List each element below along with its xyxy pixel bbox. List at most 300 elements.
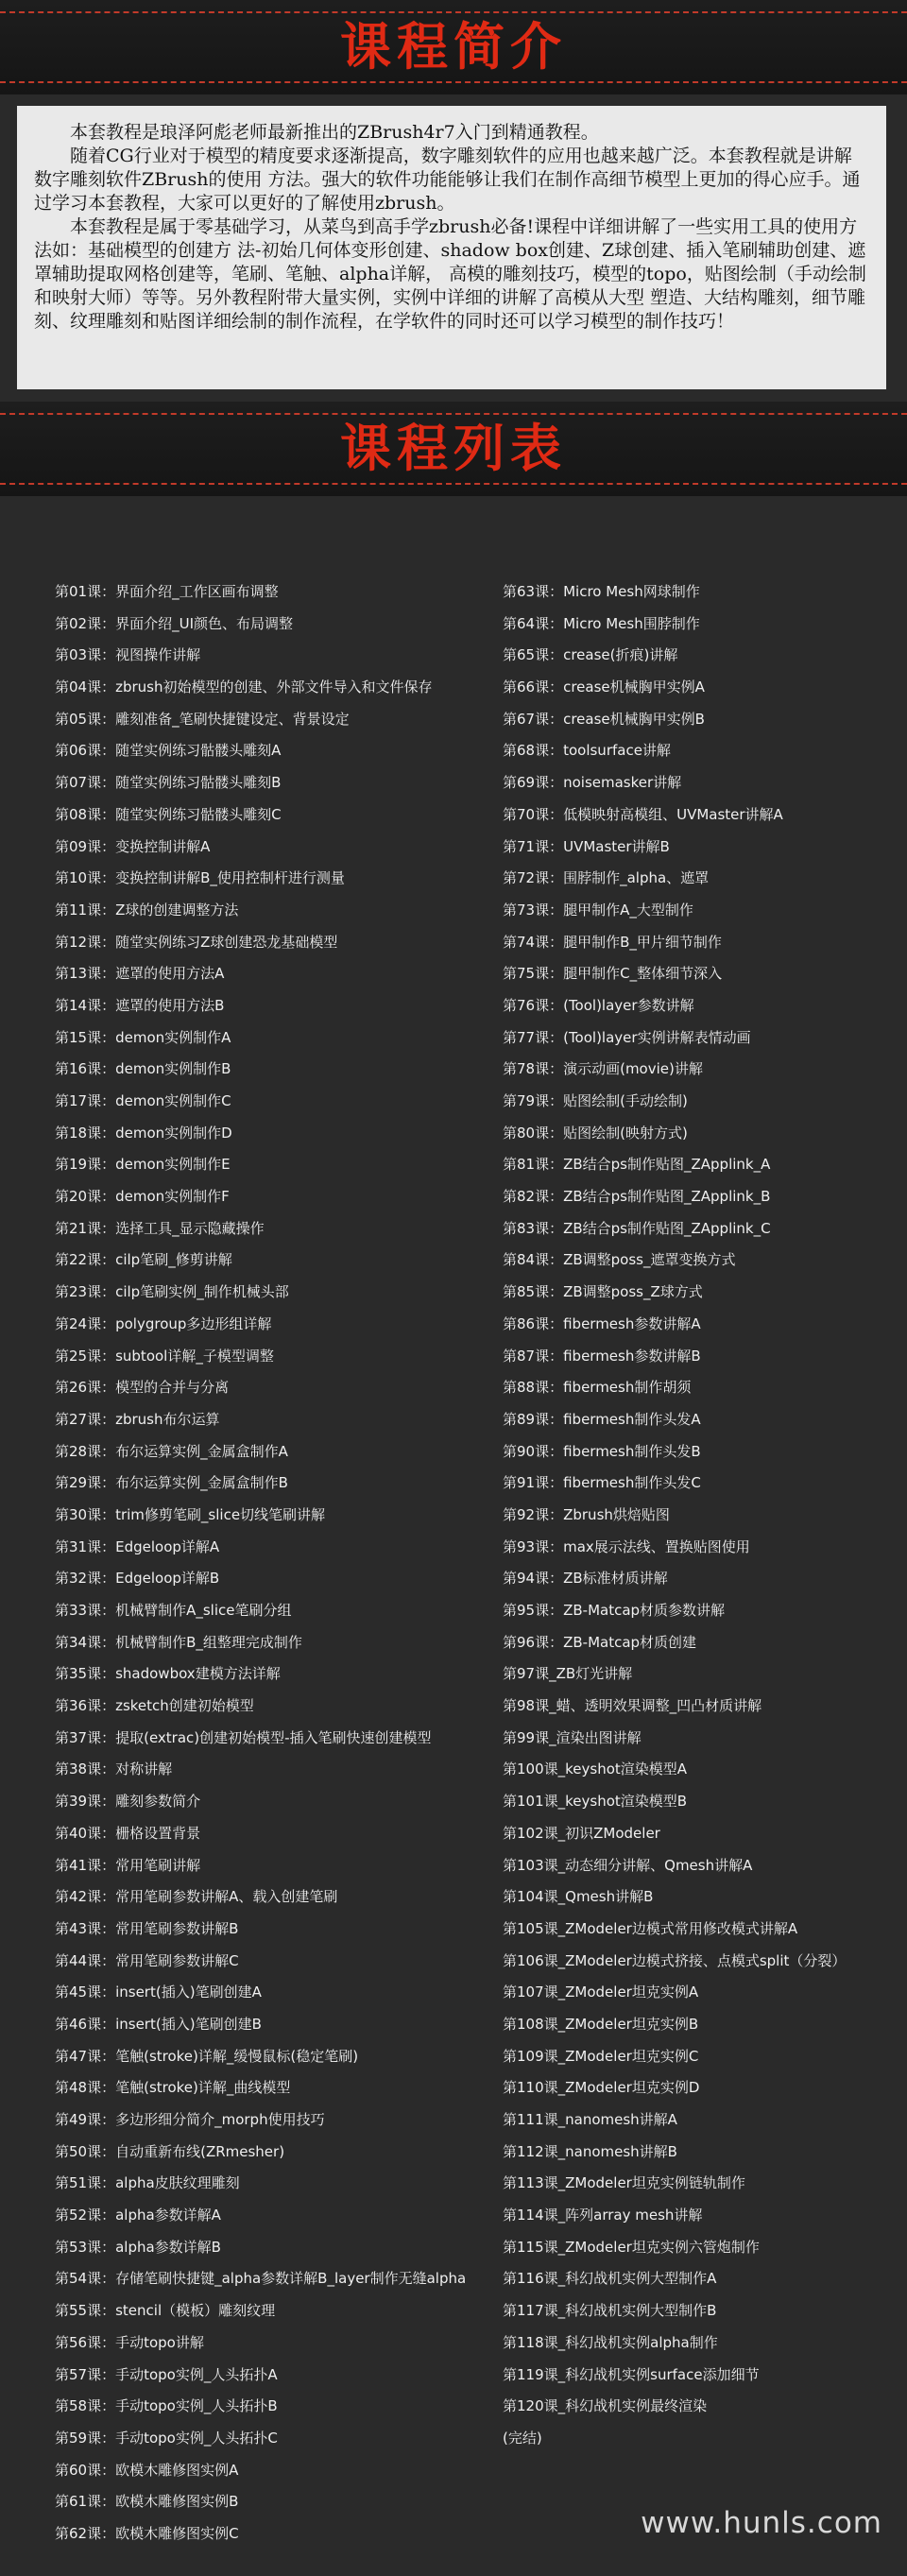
lesson-title: trim修剪笔刷_slice切线笔刷讲解 [115, 1505, 326, 1523]
lesson-title: zsketch创建初始模型 [115, 1697, 254, 1715]
lesson-title: demon实例制作A [115, 1028, 231, 1046]
lesson-item [503, 1532, 899, 1564]
lesson-item [55, 2518, 508, 2550]
lesson-title: Micro Mesh围脖制作 [563, 614, 700, 632]
lesson-title: stencil（模板）雕刻纹理 [115, 2302, 276, 2320]
lesson-item [503, 895, 899, 927]
lesson-number: 第106课 [503, 1951, 558, 1969]
lesson-title: 随堂实例练习骷髅头雕刻A [115, 742, 282, 760]
lesson-title: _初识ZModeler [557, 1824, 660, 1842]
lesson-title: (Tool)layer参数讲解 [563, 996, 694, 1014]
lesson-title: demon实例制作B [115, 1060, 231, 1078]
lesson-number: 第34课： [55, 1633, 116, 1651]
lesson-number: 第78课： [503, 1060, 564, 1078]
lesson-item [55, 1627, 508, 1659]
lesson-title: 欧模木雕修图实例A [115, 2461, 239, 2479]
lesson-item [55, 863, 508, 895]
lesson-number: 第111课 [503, 2111, 558, 2128]
lesson-title: 遮罩的使用方法B [115, 996, 225, 1014]
lesson-number: 第60课： [55, 2461, 116, 2479]
lesson-title: 对称讲解 [115, 1760, 173, 1778]
lesson-number: 第59课： [55, 2429, 116, 2447]
lesson-number: 第55课： [55, 2302, 116, 2320]
lesson-item [503, 672, 899, 704]
intro-text-box [17, 106, 886, 389]
lesson-number: 第44课： [55, 1951, 116, 1969]
lesson-item [503, 927, 899, 959]
lesson-item [503, 1468, 899, 1500]
lesson-title: 演示动画(movie)讲解 [563, 1060, 703, 1078]
lesson-number: 第82课： [503, 1188, 564, 1206]
lesson-title: alpha参数详解A [115, 2207, 221, 2224]
lesson-number: 第37课： [55, 1728, 116, 1746]
lesson-item [503, 2072, 899, 2104]
lesson-item [503, 2041, 899, 2073]
lesson-number: 第32课： [55, 1570, 116, 1588]
lesson-title: insert(插入)笔刷创建B [115, 2015, 262, 2033]
lesson-number: 第69课： [503, 774, 564, 792]
lesson-number: 第115课 [503, 2238, 558, 2256]
lesson-title: 布尔运算实例_金属盒制作A [115, 1442, 288, 1460]
lesson-number: 第08课： [55, 805, 116, 823]
lesson-number: 第12课： [55, 933, 116, 951]
lesson-title: fibermesh制作头发A [563, 1410, 701, 1428]
lesson-item [55, 1213, 508, 1245]
lesson-number: 第107课 [503, 1984, 558, 2001]
lesson-item [55, 1404, 508, 1436]
lesson-item [503, 2104, 899, 2137]
lesson-item [503, 1627, 899, 1659]
lesson-number: 第73课： [503, 901, 564, 919]
lesson-number: 第79课： [503, 1092, 564, 1109]
lesson-title: 变换控制讲解B_使用控制杆进行测量 [115, 869, 345, 887]
lesson-number: 第36课： [55, 1697, 116, 1715]
lesson-title: 模型的合并与分离 [115, 1379, 230, 1397]
lesson-number: 第17课： [55, 1092, 116, 1109]
lesson-title: _ZModeler坦克实例六管炮制作 [557, 2238, 760, 2256]
lesson-title: 机械臂制作A_slice笔刷分组 [115, 1602, 292, 1619]
lesson-number: 第20课： [55, 1188, 116, 1206]
lesson-title: Edgeloop详解A [115, 1537, 220, 1555]
lesson-number: 第13课： [55, 965, 116, 983]
lesson-number: 第109课 [503, 2047, 558, 2065]
lesson-number: 第91课： [503, 1474, 564, 1492]
lesson-item [55, 735, 508, 767]
lesson-title: _ZModeler坦克实例B [557, 2015, 699, 2033]
lesson-title: 常用笔刷讲解 [115, 1856, 201, 1874]
lesson-title: _渲染出图讲解 [549, 1728, 642, 1746]
lesson-number: 第39课： [55, 1793, 116, 1811]
lesson-number: 第77课： [503, 1028, 564, 1046]
lesson-title: 笔触(stroke)详解_曲线模型 [115, 2079, 291, 2097]
lesson-number: 第28课： [55, 1442, 116, 1460]
lesson-title: _ZModeler坦克实例D [557, 2079, 700, 2097]
lesson-item [55, 1245, 508, 1277]
lesson-title: _ZModeler边模式常用修改模式讲解A [557, 1919, 798, 1937]
lesson-title: demon实例制作D [115, 1124, 232, 1142]
lesson-title: 存储笔刷快捷键_alpha参数详解B_layer制作无缝alpha [115, 2270, 467, 2288]
lesson-number: 第45课： [55, 1984, 116, 2001]
lesson-item [55, 2041, 508, 2073]
lesson-number: 第53课： [55, 2238, 116, 2256]
lesson-title: 腿甲制作B_甲片细节制作 [563, 933, 722, 951]
lesson-item [55, 2104, 508, 2137]
lesson-title: _蜡、透明效果调整_凹凸材质讲解 [549, 1697, 762, 1715]
lesson-item [503, 1563, 899, 1595]
lesson-item [503, 1309, 899, 1341]
lesson-number: 第06课： [55, 742, 116, 760]
list-section-title: 课程列表 [340, 419, 567, 478]
lesson-number: 第62课： [55, 2524, 116, 2542]
lesson-item [55, 1086, 508, 1118]
lesson-number: 第24课： [55, 1314, 116, 1332]
lesson-title: 机械臂制作B_组整理完成制作 [115, 1633, 302, 1651]
lesson-number: 第89课： [503, 1410, 564, 1428]
lesson-number: 第84课： [503, 1251, 564, 1269]
lesson-item [503, 1086, 899, 1118]
lesson-item [503, 1213, 899, 1245]
lesson-number: 第47课： [55, 2047, 116, 2065]
lesson-title: demon实例制作C [115, 1092, 231, 1109]
lesson-item [55, 1881, 508, 1914]
lesson-number: 第05课： [55, 710, 116, 728]
lesson-number: 第33课： [55, 1602, 116, 1619]
lesson-title: _nanomesh讲解B [557, 2142, 677, 2160]
lesson-title: _科幻战机实例大型制作A [557, 2270, 717, 2288]
lesson-number: 第119课 [503, 2365, 558, 2383]
lesson-title: 欧模木雕修图实例B [115, 2493, 239, 2511]
lesson-number: 第93课： [503, 1537, 564, 1555]
lesson-title: 视图操作讲解 [115, 646, 201, 664]
lesson-number: 第71课： [503, 837, 564, 855]
lesson-item [55, 1341, 508, 1373]
lesson-title: 笔触(stroke)详解_缓慢鼠标(稳定笔刷) [115, 2047, 359, 2065]
lesson-number: 第46课： [55, 2015, 116, 2033]
lesson-title: demon实例制作E [115, 1156, 231, 1174]
lesson-item [503, 1118, 899, 1150]
lesson-number: 第19课： [55, 1156, 116, 1174]
lesson-number: 第86课： [503, 1314, 564, 1332]
lesson-number: 第10课： [55, 869, 116, 887]
lesson-item [503, 1149, 899, 1181]
lesson-number: 第65课： [503, 646, 564, 664]
lesson-title: _ZModeler坦克实例C [557, 2047, 699, 2065]
lesson-number: 第09课： [55, 837, 116, 855]
lesson-item [503, 1404, 899, 1436]
lesson-number: 第90课： [503, 1442, 564, 1460]
lesson-item [503, 1786, 899, 1818]
lesson-item [55, 2072, 508, 2104]
lesson-number: 第64课： [503, 614, 564, 632]
lesson-number: 第70课： [503, 805, 564, 823]
lesson-number: 第102课 [503, 1824, 558, 1842]
lesson-number: 第114课 [503, 2207, 558, 2224]
lesson-title: ZB结合ps制作贴图_ZApplink_C [563, 1219, 771, 1237]
lesson-title: 腿甲制作C_整体细节深入 [563, 965, 723, 983]
lesson-item [503, 1658, 899, 1691]
lesson-title: ZB调整poss_Z球方式 [563, 1283, 703, 1301]
lesson-title: _科幻战机实例alpha制作 [557, 2333, 718, 2351]
lesson-item [503, 2232, 899, 2264]
lesson-title: fibermesh制作头发B [563, 1442, 701, 1460]
lesson-title: _阵列array mesh讲解 [557, 2207, 703, 2224]
lesson-number: 第04课： [55, 678, 116, 696]
lesson-item [55, 2168, 508, 2200]
lesson-title: 常用笔刷参数讲解C [115, 1951, 239, 1969]
lesson-item [55, 1500, 508, 1532]
lesson-title: _ZModeler坦克实例链轨制作 [557, 2174, 745, 2192]
lesson-item [55, 895, 508, 927]
lesson-number: 第27课： [55, 1410, 116, 1428]
lesson-number: 第01课： [55, 583, 116, 600]
banner-bottom-dashed-line [0, 483, 907, 485]
lesson-number: 第02课： [55, 614, 116, 632]
lesson-item [55, 2391, 508, 2423]
banner-bottom-dashed-line [0, 81, 907, 83]
lesson-item [55, 576, 508, 609]
lesson-item [55, 2295, 508, 2327]
lesson-title: Micro Mesh网球制作 [563, 583, 700, 600]
lesson-title: max展示法线、置换贴图使用 [563, 1537, 750, 1555]
lesson-item [55, 1818, 508, 1850]
lesson-item [55, 1691, 508, 1723]
lesson-title: ZB-Matcap材质参数讲解 [563, 1602, 726, 1619]
lesson-number: 第25课： [55, 1347, 116, 1365]
lesson-item [503, 1977, 899, 2009]
lesson-item [55, 1309, 508, 1341]
lesson-number: 第22课： [55, 1251, 116, 1269]
lesson-number: 第16课： [55, 1060, 116, 1078]
lesson-item [55, 1436, 508, 1468]
lesson-item [55, 1946, 508, 1978]
lesson-item [55, 767, 508, 799]
lesson-title: cilp笔刷实例_制作机械头部 [115, 1283, 289, 1301]
lesson-number: 第52课： [55, 2207, 116, 2224]
lesson-item [55, 1149, 508, 1181]
lesson-number: 第80课： [503, 1124, 564, 1142]
lesson-item [503, 2137, 899, 2169]
lesson-title: fibermesh制作头发C [563, 1474, 701, 1492]
lesson-title: Z球的创建调整方法 [115, 901, 239, 919]
list-banner [0, 402, 907, 496]
lesson-number: 第88课： [503, 1379, 564, 1397]
lesson-number: 第117课 [503, 2302, 558, 2320]
lesson-title: 布尔运算实例_金属盒制作B [115, 1474, 288, 1492]
lesson-item [55, 2232, 508, 2264]
lesson-title: subtool详解_子模型调整 [115, 1347, 274, 1365]
lesson-item [503, 1946, 899, 1978]
lesson-title: 遮罩的使用方法A [115, 965, 225, 983]
lesson-item [503, 958, 899, 990]
lesson-item [55, 1850, 508, 1882]
lesson-number: 第41课： [55, 1856, 116, 1874]
lesson-item [55, 1786, 508, 1818]
lesson-title: _科幻战机实例大型制作B [557, 2302, 717, 2320]
lesson-number: 第18课： [55, 1124, 116, 1142]
lesson-title: zbrush布尔运算 [115, 1410, 220, 1428]
lesson-title: Zbrush烘焙贴图 [563, 1505, 670, 1523]
lesson-number: 第23课： [55, 1283, 116, 1301]
lesson-item [503, 640, 899, 672]
lesson-item [55, 2137, 508, 2169]
lesson-number: 第35课： [55, 1665, 116, 1683]
lesson-title: 变换控制讲解A [115, 837, 211, 855]
lesson-number: 第14课： [55, 996, 116, 1014]
lesson-number: 第29课： [55, 1474, 116, 1492]
lesson-number: 第11课： [55, 901, 116, 919]
lesson-title: _ZModeler边模式挤接、点模式split（分裂） [557, 1951, 847, 1969]
lesson-number: 第31课： [55, 1537, 116, 1555]
lesson-number: 第58课： [55, 2397, 116, 2415]
lesson-title: _动态细分讲解、Qmesh讲解A [557, 1856, 753, 1874]
lesson-number: 第81课： [503, 1156, 564, 1174]
lesson-item [55, 1372, 508, 1404]
lesson-item [503, 1436, 899, 1468]
intro-paragraph: 本套教程是属于零基础学习，从菜鸟到高手学zbrush必备!课程中详细讲解了一些实用工具的使用方法如：基础模型的创建方 法-初始几何体变形创建、shadow box创建、Z球创建、插入笔刷辅助创建、遮罩辅助提取网格创建等，笔刷、笔触、alpha详解， 高模的雕刻技巧，模型的topo，贴图绘制（手动绘制和映射大师）等等。另外教程附带大量实例，实例中详细的讲解了高模从大型 塑造、大结构雕刻，细节雕刻、纹理雕刻和贴图详细绘制的制作流程，在学软件的同时还可以学习模型的制作技巧！ [34, 216, 866, 332]
intro-paragraph: 随着CG行业对于模型的精度要求逐渐提高，数字雕刻软件的应用也越来越广泛。本套教程就是讲解数字雕刻软件ZBrush的使用 方法。强大的软件功能能够让我们在制作高细节模型上更加的得心应手。通过学习本套教程，大家可以更好的了解使用zbrush。 [34, 146, 861, 214]
lesson-item [55, 672, 508, 704]
lesson-title: 栅格设置背景 [115, 1824, 201, 1842]
lesson-number: 第75课： [503, 965, 564, 983]
lesson-number: 第99课 [503, 1728, 550, 1746]
lesson-item [503, 1881, 899, 1914]
lesson-number: 第57课： [55, 2365, 116, 2383]
lesson-number: 第116课 [503, 2270, 558, 2288]
lesson-title: 提取(extrac)创建初始模型-插入笔刷快速创建模型 [115, 1728, 432, 1746]
lesson-number: 第68课： [503, 742, 564, 760]
lesson-title: cilp笔刷_修剪讲解 [115, 1251, 232, 1269]
lesson-item [55, 1181, 508, 1213]
lesson-title: 欧模木雕修图实例C [115, 2524, 239, 2542]
lesson-item [503, 1054, 899, 1086]
lesson-item [55, 927, 508, 959]
lesson-title: _ZB灯光讲解 [549, 1665, 633, 1683]
lesson-item [503, 1754, 899, 1786]
lesson-item [503, 1245, 899, 1277]
lesson-title: ZB标准材质讲解 [563, 1570, 668, 1588]
lesson-number: 第56课： [55, 2333, 116, 2351]
lesson-item [503, 2295, 899, 2327]
lesson-item [55, 2263, 508, 2295]
lesson-item [503, 576, 899, 609]
site-watermark: www.hunls.com [641, 2506, 882, 2540]
lesson-title: 手动topo实例_人头拓扑A [115, 2365, 278, 2383]
lesson-item [55, 2360, 508, 2392]
lesson-item [503, 1372, 899, 1404]
lesson-item [55, 2423, 508, 2455]
lesson-number: 第100课 [503, 1760, 558, 1778]
lesson-number: 第30课： [55, 1505, 116, 1523]
lesson-item [55, 609, 508, 641]
lesson-item [55, 1595, 508, 1627]
lesson-item [503, 2200, 899, 2232]
lesson-title: ZB结合ps制作贴图_ZApplink_A [563, 1156, 771, 1174]
lesson-number: 第74课： [503, 933, 564, 951]
lesson-number: 第118课 [503, 2333, 558, 2351]
lesson-title: fibermesh参数讲解B [563, 1347, 701, 1365]
lesson-number: 第113课 [503, 2174, 558, 2192]
lesson-item [503, 1914, 899, 1946]
lesson-number: 第15课： [55, 1028, 116, 1046]
lesson-number: 第26课： [55, 1379, 116, 1397]
lesson-item [55, 704, 508, 736]
lesson-number: 第50课： [55, 2142, 116, 2160]
lesson-title: _keyshot渲染模型A [557, 1760, 688, 1778]
lesson-title: 贴图绘制(映射方式) [563, 1124, 688, 1142]
lesson-number: 第98课 [503, 1697, 550, 1715]
lesson-item [503, 1341, 899, 1373]
lesson-item [503, 2009, 899, 2041]
lesson-number: 第85课： [503, 1283, 564, 1301]
lesson-item [55, 2455, 508, 2487]
lesson-title: 低模映射高模组、UVMaster讲解A [563, 805, 783, 823]
lesson-title: alpha皮肤纹理雕刻 [115, 2174, 240, 2192]
lesson-title: toolsurface讲解 [563, 742, 671, 760]
lesson-number: 第105课 [503, 1919, 558, 1937]
lesson-item [55, 1723, 508, 1755]
lesson-item [55, 1468, 508, 1500]
lesson-title: fibermesh参数讲解A [563, 1314, 701, 1332]
lesson-number: 第61课： [55, 2493, 116, 2511]
lesson-title: _科幻战机实例surface添加细节 [557, 2365, 760, 2383]
lesson-item [55, 1754, 508, 1786]
lesson-title: 界面介绍_工作区画布调整 [115, 583, 279, 600]
lesson-number: 第103课 [503, 1856, 558, 1874]
lesson-title: polygroup多边形组详解 [115, 1314, 272, 1332]
lesson-number: 第108课 [503, 2015, 558, 2033]
lesson-item [55, 1022, 508, 1055]
lesson-item [503, 1181, 899, 1213]
lesson-title: demon实例制作F [115, 1188, 230, 1206]
lesson-number: 第07课： [55, 774, 116, 792]
lesson-number: 第49课： [55, 2111, 116, 2128]
lesson-number: 第48课： [55, 2079, 116, 2097]
lesson-number: 第66课： [503, 678, 564, 696]
lesson-number: 第83课： [503, 1219, 564, 1237]
lesson-title: _keyshot渲染模型B [557, 1793, 688, 1811]
lesson-item [55, 799, 508, 832]
lesson-item [503, 704, 899, 736]
lesson-number: 第112课 [503, 2142, 558, 2160]
lesson-title: _Qmesh讲解B [557, 1888, 654, 1906]
lesson-title: 自动重新布线(ZRmesher) [115, 2142, 285, 2160]
intro-paragraph: 本套教程是琅泽阿彪老师最新推出的ZBrush4r7入门到精通教程。 [70, 122, 599, 143]
lesson-title: 手动topo实例_人头拓扑B [115, 2397, 278, 2415]
lesson-title: alpha参数详解B [115, 2238, 221, 2256]
lesson-number: 第67课： [503, 710, 564, 728]
lesson-title: (完结) [503, 2429, 542, 2447]
lesson-item [503, 1277, 899, 1309]
lesson-title: fibermesh制作胡须 [563, 1379, 692, 1397]
lesson-item [55, 958, 508, 990]
lesson-item [503, 1500, 899, 1532]
lesson-item [55, 1118, 508, 1150]
lesson-item [503, 863, 899, 895]
lesson-title: ZB结合ps制作贴图_ZApplink_B [563, 1188, 771, 1206]
lesson-number: 第97课 [503, 1665, 550, 1683]
lesson-number: 第87课： [503, 1347, 564, 1365]
lesson-title: 围脖制作_alpha、遮罩 [563, 869, 710, 887]
lesson-number: 第03课： [55, 646, 116, 664]
lesson-number: 第43课： [55, 1919, 116, 1937]
lesson-item [503, 1723, 899, 1755]
lesson-title: 随堂实例练习Z球创建恐龙基础模型 [115, 933, 338, 951]
lesson-item [55, 1914, 508, 1946]
lesson-item [503, 609, 899, 641]
lesson-item [503, 1691, 899, 1723]
lesson-item [55, 1563, 508, 1595]
lesson-item [55, 2486, 508, 2518]
